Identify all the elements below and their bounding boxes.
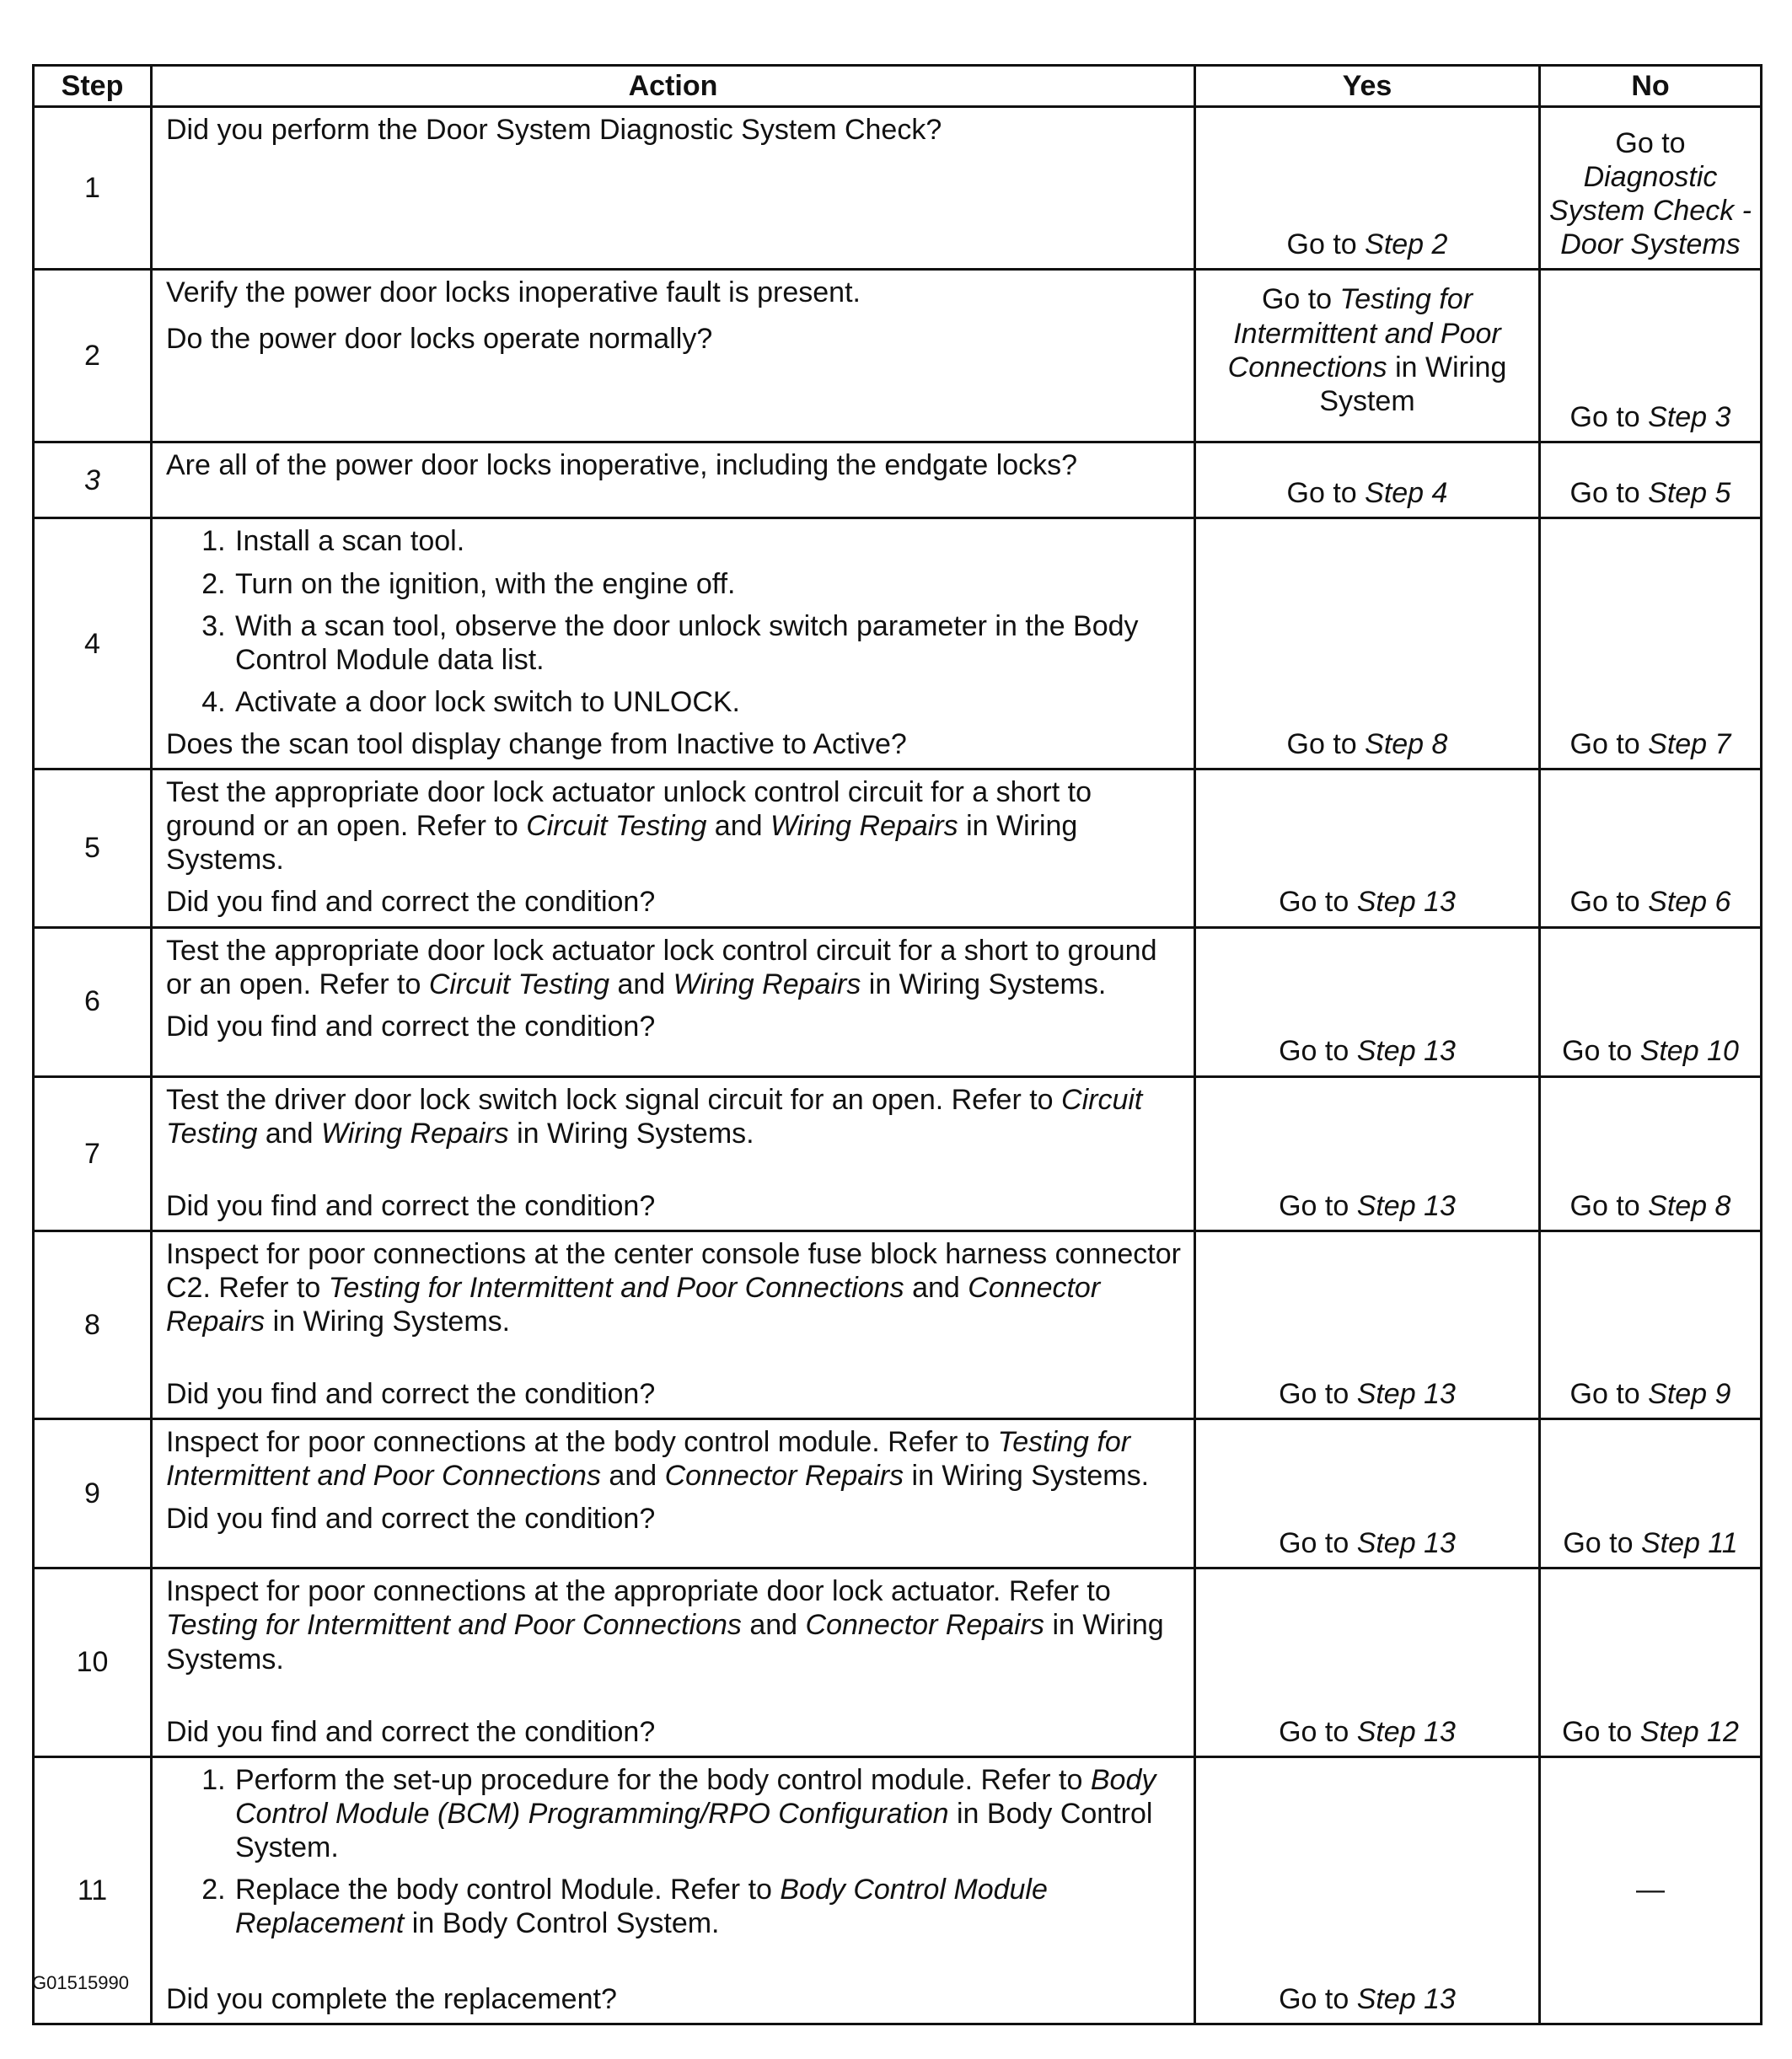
table-row	[34, 1076, 1762, 1231]
action-step-item	[233, 1763, 1182, 1864]
no-prefix: Go to	[1569, 886, 1649, 919]
table-row	[34, 1231, 1762, 1418]
action-text-part: in Body Control System.	[235, 1797, 1153, 1863]
figure-id-caption: G01515990	[32, 1972, 129, 1993]
action-reference-link[interactable]: Wiring Repairs	[321, 1117, 509, 1150]
yes-cell	[1195, 1756, 1540, 2024]
action-step-item: 2. Turn on the ignition, with the engine off.	[233, 567, 1182, 601]
action-text	[166, 775, 1182, 877]
step-number: 6	[34, 927, 152, 1076]
yes-cell	[1195, 1076, 1540, 1231]
action-reference-link[interactable]: Testing for Intermittent and Poor Connections	[328, 1271, 904, 1304]
action-question: Did you find and correct the condition?	[166, 1189, 656, 1222]
action-text-part: in Body Control System.	[404, 1907, 720, 1940]
no-prefix: Go to	[1563, 1527, 1641, 1560]
action-text-part: in Wiring Systems.	[861, 968, 1107, 1000]
action-text-part: in Wiring Systems.	[265, 1306, 511, 1338]
yes-cell	[1195, 1568, 1540, 1756]
action-question: Do the power door locks operate normally?	[166, 322, 713, 355]
step-number: 1	[34, 107, 152, 270]
step-number: 9	[34, 1419, 152, 1568]
action-text	[166, 1425, 1182, 1493]
action-text	[166, 1237, 1182, 1338]
yes-prefix: Go to	[1261, 283, 1340, 316]
yes-cell	[1195, 769, 1540, 927]
no-prefix: Go to	[1562, 1715, 1640, 1748]
action-reference-link[interactable]: Testing for Intermittent and Poor Connections	[166, 1609, 742, 1642]
action-question: Did you find and correct the condition?	[166, 1715, 656, 1748]
step-number: 5	[34, 769, 152, 927]
header-action: Action	[152, 66, 1195, 107]
yes-cell	[1195, 1419, 1540, 1568]
action-question: Did you find and correct the condition?	[166, 886, 656, 919]
yes-prefix: Go to	[1279, 1527, 1357, 1560]
action-text-part: Test the appropriate door lock actuator unlock control circuit for a short to ground or an open. Refer to	[166, 776, 1092, 843]
action-question: Did you find and correct the condition?	[166, 1378, 656, 1411]
step-number: 3	[34, 442, 152, 518]
table-row	[34, 442, 1762, 518]
table-row	[34, 107, 1762, 270]
action-text-part: in Wiring Systems.	[904, 1460, 1150, 1493]
action-reference-link[interactable]: Circuit Testing	[166, 1083, 1143, 1150]
action-reference-link[interactable]: Wiring Repairs	[770, 810, 958, 843]
action-steps-list	[166, 524, 1182, 719]
no-link[interactable]: Step 12	[1639, 1715, 1739, 1748]
no-prefix: Go to	[1569, 477, 1649, 510]
action-text-part: and	[609, 968, 673, 1000]
yes-prefix: Go to	[1279, 1983, 1357, 2016]
action-text-part: Test the driver door lock switch lock signal circuit for an open. Refer to	[166, 1083, 1062, 1116]
no-prefix: Go to	[1569, 1189, 1649, 1222]
table-row	[34, 769, 1762, 927]
action-question: Did you complete the replacement?	[166, 1983, 617, 2016]
action-cell	[152, 927, 1195, 1076]
action-reference-link[interactable]: Connector Repairs	[664, 1460, 904, 1493]
action-reference-link[interactable]: Wiring Repairs	[673, 968, 861, 1000]
header-no: No	[1540, 66, 1762, 107]
action-text-part: Test the appropriate door lock actuator lock control circuit for a short to ground or an open. Refer to	[166, 934, 1157, 1000]
step-number: 11	[34, 1756, 152, 2024]
step-number: 2	[34, 270, 152, 442]
action-text-part: and	[600, 1460, 665, 1493]
action-reference-link[interactable]: Body Control Module (BCM) Programming/RPO Configuration	[235, 1763, 1156, 1830]
action-text	[166, 1083, 1182, 1150]
action-text	[166, 934, 1182, 1001]
yes-link[interactable]: Step 13	[1356, 886, 1456, 919]
table-row	[34, 270, 1762, 442]
action-text-part: in Wiring Systems.	[508, 1117, 754, 1150]
no-link[interactable]: Step 10	[1639, 1035, 1739, 1068]
yes-link[interactable]: Step 4	[1365, 477, 1448, 510]
action-text-part: Inspect for poor connections at the body control module. Refer to	[166, 1426, 998, 1459]
yes-prefix: Go to	[1279, 1378, 1357, 1411]
yes-prefix: Go to	[1279, 886, 1357, 919]
header-step: Step	[34, 66, 152, 107]
no-cell	[1540, 518, 1762, 769]
yes-suffix: in Wiring System	[1319, 351, 1507, 417]
action-reference-link[interactable]: Connector Repairs	[166, 1271, 1101, 1338]
no-cell	[1540, 1419, 1762, 1568]
table-row	[34, 1419, 1762, 1568]
action-text-part: in Wiring Systems.	[166, 810, 1078, 877]
no-cell	[1540, 107, 1762, 270]
action-cell	[152, 107, 1195, 270]
yes-link[interactable]: Step 13	[1356, 1715, 1456, 1748]
diagnostic-table	[32, 64, 1762, 2025]
action-step-item: 4. Activate a door lock switch to UNLOCK.	[233, 685, 1182, 719]
yes-link[interactable]: Step 8	[1365, 727, 1448, 760]
action-step-item	[233, 1873, 1182, 1940]
yes-link[interactable]: Step 13	[1356, 1527, 1456, 1560]
action-cell	[152, 1568, 1195, 1756]
no-link[interactable]: Step 5	[1648, 477, 1731, 510]
yes-link[interactable]: Testing for Intermittent and Poor Connections	[1227, 283, 1501, 383]
action-text-part: in Wiring Systems.	[166, 1609, 1164, 1676]
action-text-part: and	[706, 810, 770, 843]
action-cell	[152, 442, 1195, 518]
action-steps-list	[166, 1763, 1182, 1941]
step-number: 8	[34, 1231, 152, 1418]
table-header-row	[34, 66, 1762, 107]
action-reference-link[interactable]: Testing for Intermittent and Poor Connections	[166, 1426, 1131, 1493]
action-cell	[152, 1231, 1195, 1418]
action-question: Did you find and correct the condition?	[166, 1010, 656, 1043]
no-prefix: Go to	[1615, 127, 1686, 159]
yes-link[interactable]: Step 2	[1365, 228, 1448, 261]
action-text-part: and	[257, 1117, 321, 1150]
no-cell	[1540, 442, 1762, 518]
yes-link[interactable]: Step 13	[1356, 1035, 1456, 1068]
action-text: Verify the power door locks inoperative fault is present.	[166, 276, 861, 309]
no-link[interactable]: Step 7	[1648, 727, 1731, 760]
action-question: Does the scan tool display change from Inactive to Active?	[166, 727, 907, 760]
action-reference-link[interactable]: Circuit Testing	[526, 810, 707, 843]
action-text-part: Replace the body control Module. Refer to	[235, 1874, 781, 1906]
table-row	[34, 1756, 1762, 2024]
no-dash: —	[1636, 1874, 1665, 1906]
yes-prefix: Go to	[1279, 1715, 1357, 1748]
table-row	[34, 518, 1762, 769]
action-cell	[152, 1076, 1195, 1231]
action-reference-link[interactable]: Circuit Testing	[428, 968, 610, 1000]
no-link[interactable]: Step 8	[1648, 1189, 1731, 1222]
yes-cell	[1195, 270, 1540, 442]
action-cell	[152, 270, 1195, 442]
action-text-part: Perform the set-up procedure for the body control module. Refer to	[235, 1763, 1091, 1796]
yes-prefix: Go to	[1279, 1189, 1357, 1222]
no-prefix: Go to	[1569, 401, 1649, 434]
action-step-item: 1. Install a scan tool.	[233, 524, 1182, 558]
no-cell	[1540, 769, 1762, 927]
yes-cell	[1195, 927, 1540, 1076]
no-cell	[1540, 1756, 1762, 2024]
no-cell	[1540, 1568, 1762, 1756]
action-text	[166, 1574, 1182, 1676]
yes-prefix: Go to	[1286, 228, 1365, 261]
step-number: 10	[34, 1568, 152, 1756]
yes-prefix: Go to	[1286, 727, 1365, 760]
no-link[interactable]: Step 3	[1648, 401, 1731, 434]
action-text-part: Inspect for poor connections at the appropriate door lock actuator. Refer to	[166, 1575, 1111, 1608]
action-question: Did you perform the Door System Diagnostic System Check?	[166, 114, 942, 146]
yes-link[interactable]: Step 13	[1356, 1378, 1456, 1411]
yes-cell	[1195, 107, 1540, 270]
action-text-part: Inspect for poor connections at the center console fuse block harness connector C2. Refer to	[166, 1237, 1181, 1304]
action-reference-link[interactable]: Body Control Module Replacement	[235, 1874, 1048, 1940]
no-prefix: Go to	[1569, 727, 1649, 760]
table-row	[34, 1568, 1762, 1756]
yes-cell	[1195, 518, 1540, 769]
no-link[interactable]: Step 11	[1640, 1527, 1738, 1560]
step-number: 7	[34, 1076, 152, 1231]
no-cell	[1540, 1231, 1762, 1418]
yes-prefix: Go to	[1286, 477, 1365, 510]
action-text-part: and	[904, 1271, 968, 1304]
yes-link[interactable]: Step 13	[1356, 1189, 1456, 1222]
yes-cell	[1195, 442, 1540, 518]
action-question: Did you find and correct the condition?	[166, 1502, 656, 1535]
action-reference-link[interactable]: Connector Repairs	[805, 1609, 1045, 1642]
action-cell	[152, 518, 1195, 769]
action-cell	[152, 1419, 1195, 1568]
no-cell	[1540, 927, 1762, 1076]
no-prefix: Go to	[1569, 1378, 1649, 1411]
no-cell	[1540, 270, 1762, 442]
action-cell	[152, 1756, 1195, 2024]
yes-prefix: Go to	[1279, 1035, 1357, 1068]
yes-cell	[1195, 1231, 1540, 1418]
action-cell	[152, 769, 1195, 927]
action-step-item: 3. With a scan tool, observe the door unlock switch parameter in the Body Control Module data list.	[233, 609, 1182, 677]
no-link[interactable]: Step 9	[1648, 1378, 1731, 1411]
step-number: 4	[34, 518, 152, 769]
action-text-part: and	[741, 1609, 806, 1642]
yes-link[interactable]: Step 13	[1356, 1983, 1456, 2016]
no-prefix: Go to	[1562, 1035, 1640, 1068]
no-link[interactable]: Diagnostic System Check - Door Systems	[1549, 161, 1752, 261]
header-yes: Yes	[1195, 66, 1540, 107]
no-cell	[1540, 1076, 1762, 1231]
no-link[interactable]: Step 6	[1648, 886, 1731, 919]
table-row	[34, 927, 1762, 1076]
action-question: Are all of the power door locks inoperative, including the endgate locks?	[166, 449, 1078, 482]
